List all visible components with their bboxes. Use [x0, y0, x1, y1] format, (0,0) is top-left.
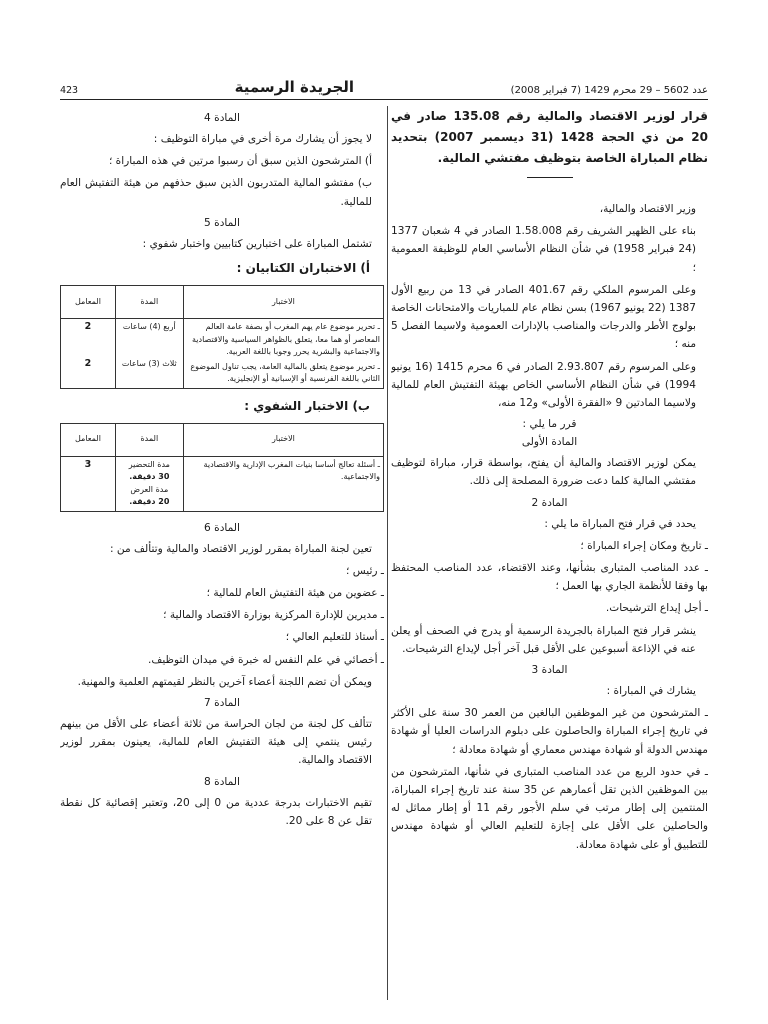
header-coefficient: المعامل [61, 286, 116, 319]
header-test: الاختبار [183, 423, 383, 456]
page-header [60, 74, 708, 100]
oral-test-heading: ب) الاختبار الشفوي : [244, 398, 370, 413]
article-5-text: تشتمل المباراة على اختبارين كتابيين واختبار شفوي : [142, 237, 372, 250]
table-header-row [61, 286, 384, 319]
column-divider [387, 106, 388, 1000]
table-header-row [61, 423, 384, 456]
table-row [61, 456, 384, 511]
article-6-item: ـ أخصائي في علم النفس له خبرة في ميدان التوظيف. [147, 653, 384, 666]
presentation-label: مدة العرض [130, 484, 169, 494]
decree-title: قرار لوزير الاقتصاد والمالية رقم 135.08 صادر في 20 من ذي الحجة 1428 (31 ديسمبر 2007) بتحديد نظام المباراة الخاصة بتوظيف مفتشي المالية. [391, 109, 708, 165]
article-5-title: المادة 5 [204, 216, 240, 229]
test-1-coefficient: 2 [84, 321, 92, 333]
article-4-item-b: ب) مفتشو المالية المتدربون الذين سبق حذفهم من هيئة التفتيش العام للمالية. [60, 177, 372, 208]
article-6-intro: تعين لجنة المباراة بمقرر لوزير الاقتصاد والمالية وتتألف من : [109, 542, 372, 555]
article-2-item-1: ـ تاريخ ومكان إجراء المباراة ؛ [580, 539, 708, 552]
test-2-coefficient: 2 [84, 358, 92, 370]
oral-test-description: ـ أسئلة تعالج أساسا بنيات المغرب الإدارية والاقتصادية والاجتماعية. [183, 456, 383, 511]
prep-label: مدة التحضير [128, 459, 170, 469]
article-3-title: المادة 3 [531, 664, 568, 677]
title-separator [527, 177, 573, 178]
article-4-title: المادة 4 [204, 112, 240, 124]
test-1-description: ـ تحرير موضوع عام يهم المغرب أو بصفة عامة العالم المعاصر أو هما معا، يتعلق بالظواهر السياسية والاقتصادية والاجتماعية والبشرية يحرر وجوبا باللغة العربية. [192, 322, 380, 357]
test-2-description: ـ تحرير موضوع يتعلق بالمالية العامة، يجب تناول الموضوع الثاني باللغة الفرنسية أو الإسبانية أو الإنجليزية. [190, 361, 380, 384]
presentation-time: 20 دقيقة. [129, 497, 170, 507]
left-column [60, 106, 384, 1004]
article-6-item: ـ رئيس ؛ [346, 564, 384, 577]
page-number: 423 [60, 85, 79, 96]
article-6-item: ـ أستاذ للتعليم العالي ؛ [285, 631, 384, 644]
written-tests-table [60, 285, 384, 389]
article-6-extra: ويمكن أن تضم اللجنة أعضاء آخرين بالنظر لقيمتهم العلمية والمهنية. [77, 675, 372, 688]
article-3-item-2: ـ في حدود الربع من عدد المناصب المتبارى في شأنها، المترشحون من بين الموظفين الذين تقل أعمارهم عن 35 سنة عند تاريخ إجراء المباراة، المنتمين إلى إطار مرتب في سلم الأجور رقم 11 أو إطار مماثل له والحاصلين على الأقل على إجازة للتعليم العالي أو شهادة مهندس للتطبيق أو على شهادة معادلة. [391, 765, 708, 851]
article-2-item-3: ـ أجل إيداع الترشيحات. [605, 602, 708, 615]
recital-3: وعلى المرسوم رقم 2.93.807 الصادر في 6 محرم 1415 (16 يونيو 1994) في شأن النظام الأساسي الخاص بهيئة التفتيش العام للمالية ولاسيما المادتين 9 «الفقرة الأولى» و12 منه، [391, 360, 696, 410]
header-coefficient: المعامل [61, 423, 116, 456]
article-6-title: المادة 6 [204, 521, 240, 534]
header-test: الاختبار [183, 286, 383, 319]
article-4-intro: لا يجوز أن يشارك مرة أخرى في مباراة التوظيف : [153, 133, 372, 145]
oral-test-duration [115, 456, 183, 511]
issue-info: عدد 5602 – 29 محرم 1429 (7 فبراير 2008) [510, 85, 708, 96]
article-2-item-2: ـ عدد المناصب المتبارى بشأنها، وعند الاقتضاء، عدد المناصب المحتفظ بها وفقا للأنظمة الجاري بها العمل ؛ [391, 562, 708, 593]
oral-test-coefficient: 3 [61, 456, 116, 511]
article-1-text: يمكن لوزير الاقتصاد والمالية أن يفتح، بواسطة قرار، مباراة لتوظيف مفتشي المالية كلما دعت ضرورة المصلحة إلى ذلك. [391, 457, 696, 488]
article-2-title: المادة 2 [531, 496, 568, 509]
recital-1: بناء على الظهير الشريف رقم 1.58.008 الصادر في 4 شعبان 1377 (24 فبراير 1958) في شأن النظام الأساسي العام للوظيفة العمومية ؛ [391, 225, 696, 274]
article-2-publication: ينشر قرار فتح المباراة بالجريدة الرسمية أو يدرج في الصحف أو يعلن عنه في الإذاعة أسبوعين على الأقل قبل آخر أجل لإيداع الترشيحات. [391, 624, 696, 655]
oral-test-table [60, 423, 384, 512]
article-8-text: تقيم الاختبارات بدرجة عددية من 0 إلى 20، وتعتبر إقصائية كل نقطة تقل عن 8 على 20. [60, 796, 372, 827]
article-2-intro: يحدد في قرار فتح المباراة ما يلي : [544, 517, 696, 530]
header-duration: المدة [115, 423, 183, 456]
article-6-item: ـ مديرين للإدارة المركزية بوزارة الاقتصاد والمالية ؛ [163, 609, 384, 622]
test-description [183, 319, 383, 389]
minister-line: وزير الاقتصاد والمالية، [599, 203, 696, 215]
article-3-item-1: ـ المترشحون من غير الموظفين البالغين من العمر 30 سنة على الأكثر في تاريخ إجراء المباراة والحاصلون على دبلوم الدراسات العليا أو شهادة مهندس الدولة أو شهادة مهندس معماري أو شهادة معادلة ؛ [391, 707, 708, 756]
article-8-title: المادة 8 [204, 775, 240, 788]
test-duration [115, 319, 183, 389]
recital-2: وعلى المرسوم الملكي رقم 401.67 الصادر في 13 من ربيع الأول 1387 (22 يونيو 1967) بسن نظام عام للمباريات والامتحانات الخاصة بولوج الأطر والدرجات والمناصب بالإدارات العمومية ولاسيما الفصل 5 منه ؛ [391, 283, 696, 351]
prep-time: 30 دقيقة. [129, 472, 170, 482]
table-row [61, 319, 384, 389]
test-2-duration: ثلاث (3) ساعات [121, 359, 177, 369]
header-duration: المدة [115, 286, 183, 319]
test-coefficient [61, 319, 116, 389]
article-6-item: ـ عضوين من هيئة التفتيش العام للمالية ؛ [206, 586, 384, 599]
test-1-duration: أربع (4) ساعات [122, 322, 176, 332]
journal-title: الجريدة الرسمية [234, 78, 355, 96]
written-tests-heading: أ) الاختباران الكتابيان : [236, 261, 370, 276]
article-1-title: المادة الأولى [521, 436, 578, 449]
article-7-title: المادة 7 [204, 696, 240, 709]
decides-line: قرر ما يلي : [522, 418, 577, 431]
article-7-text: تتألف كل لجنة من لجان الحراسة من ثلاثة أعضاء على الأقل من بينهم رئيس ينتمي إلى هيئة التفتيش العام للمالية، يعينون بمقرر لوزير الاقتصاد والمالية. [60, 717, 372, 767]
article-4-item-a: أ) المترشحون الذين سبق أن رسبوا مرتين في هذه المباراة ؛ [108, 155, 372, 168]
article-3-intro: يشارك في المباراة : [606, 685, 696, 698]
right-column [391, 106, 708, 1004]
